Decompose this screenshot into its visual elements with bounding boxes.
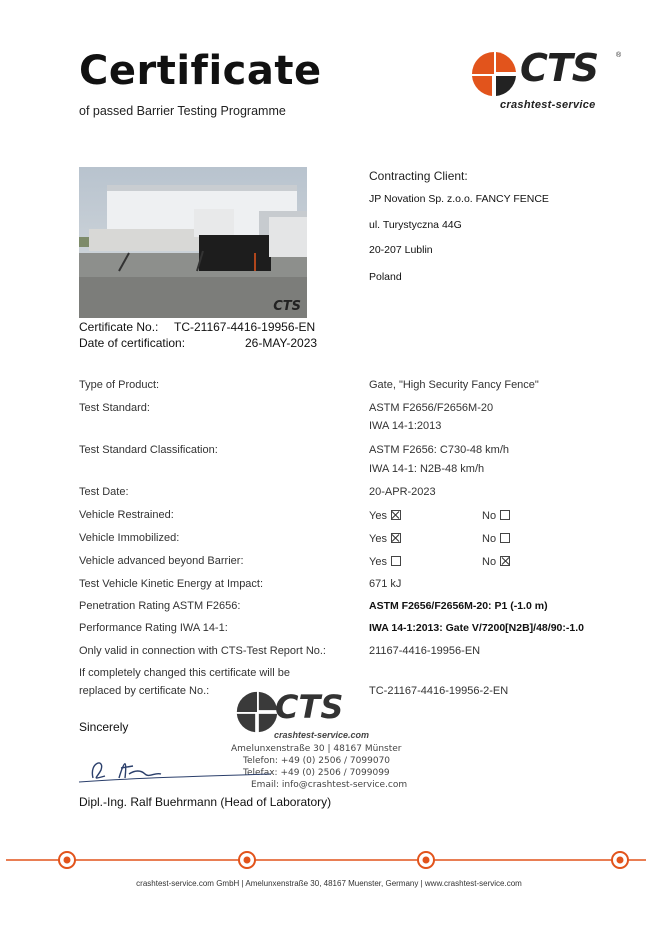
test-photo xyxy=(79,167,307,318)
stamp-logo-text: CTS xyxy=(275,688,344,726)
penetration-rating-value: ASTM F2656/F2656M-20: P1 (-1.0 m) xyxy=(369,600,548,612)
stamp-website: crashtest-service.com xyxy=(274,730,370,740)
classification-label: Test Standard Classification: xyxy=(79,444,218,456)
stamp-phone: Telefon: +49 (0) 2506 / 7099070 xyxy=(243,756,391,766)
certificate-number-label: Certificate No.: xyxy=(79,320,159,334)
immobilized-yes xyxy=(369,532,401,545)
test-report-label: Only valid in connection with CTS-Test Report No.: xyxy=(79,645,326,657)
stamp-email: Email: info@crashtest-service.com xyxy=(251,780,408,790)
test-standard-value-2: IWA 14-1:2013 xyxy=(369,420,442,432)
test-standard-value-1: ASTM F2656/F2656M-20 xyxy=(369,402,494,414)
penetration-rating-label: Penetration Rating ASTM F2656: xyxy=(79,600,241,612)
sincerely-text: Sincerely xyxy=(79,720,129,734)
certification-date-value: 26-MAY-2023 xyxy=(245,336,318,350)
replacement-value: TC-21167-4416-19956-2-EN xyxy=(369,685,509,697)
signer-name: Dipl.-Ing. Ralf Buehrmann (Head of Laboratory) xyxy=(79,795,332,809)
footer-company-info: crashtest-service.com GmbH | Amelunxenstraße 30, 48167 Muenster, Germany | www.crashtest-service.com xyxy=(136,879,522,888)
photo-watermark: CTS xyxy=(273,299,301,314)
checkbox-immobilized-no xyxy=(500,533,510,543)
vehicle-restrained-label: Vehicle Restrained: xyxy=(79,509,174,521)
certification-date-label: Date of certification: xyxy=(79,336,186,350)
cts-logo xyxy=(470,48,630,114)
kinetic-energy-value: 671 kJ xyxy=(369,578,402,590)
product-type-value: Gate, "High Security Fancy Fence" xyxy=(369,379,539,391)
handwritten-signature xyxy=(75,752,275,792)
performance-rating-value: IWA 14-1:2013: Gate V/7200[N2B]/48/90:-1.0 xyxy=(369,622,584,634)
replacement-label-2: replaced by certificate No.: xyxy=(79,685,210,697)
test-report-value: 21167-4416-19956-EN xyxy=(369,645,481,657)
immobilized-no xyxy=(482,532,510,545)
stamp-address: Amelunxenstraße 30 | 48167 Münster xyxy=(231,744,402,754)
stamp-fax: Telefax: +49 (0) 2506 / 7099099 xyxy=(243,768,390,778)
cts-logo-text: CTS xyxy=(520,46,599,90)
performance-rating-label: Performance Rating IWA 14-1: xyxy=(79,622,228,634)
test-standard-label: Test Standard: xyxy=(79,402,150,414)
checkbox-advanced-yes xyxy=(391,556,401,566)
test-date-label: Test Date: xyxy=(79,486,129,498)
checkbox-immobilized-yes xyxy=(391,533,401,543)
no-text: No xyxy=(482,556,497,568)
certificate-number-value: TC-21167-4416-19956-EN xyxy=(174,320,316,334)
client-name: JP Novation Sp. z.o.o. FANCY FENCE xyxy=(369,193,549,205)
no-text: No xyxy=(482,533,497,545)
no-text: No xyxy=(482,510,497,522)
advanced-no xyxy=(482,555,510,568)
product-type-label: Type of Product: xyxy=(79,379,160,391)
client-heading: Contracting Client: xyxy=(369,169,468,183)
certificate-subtitle: of passed Barrier Testing Programme xyxy=(79,104,286,118)
footer-orange-line xyxy=(0,848,658,872)
kinetic-energy-label: Test Vehicle Kinetic Energy at Impact: xyxy=(79,578,264,590)
advanced-yes xyxy=(369,555,401,568)
cts-logo-icon xyxy=(470,50,518,98)
vehicle-immobilized-label: Vehicle Immobilized: xyxy=(79,532,180,544)
registered-mark: ® xyxy=(616,52,622,59)
yes-text: Yes xyxy=(369,510,387,522)
stamp-logo-icon xyxy=(235,690,279,734)
restrained-yes xyxy=(369,509,401,522)
test-site-image xyxy=(79,167,307,318)
classification-value-1: ASTM F2656: C730-48 km/h xyxy=(369,444,510,456)
checkbox-restrained-no xyxy=(500,510,510,520)
yes-text: Yes xyxy=(369,556,387,568)
test-date-value: 20-APR-2023 xyxy=(369,486,436,498)
yes-text: Yes xyxy=(369,533,387,545)
restrained-no xyxy=(482,509,510,522)
checkbox-advanced-no xyxy=(500,556,510,566)
client-city: 20-207 Lublin xyxy=(369,244,433,256)
checkbox-restrained-yes xyxy=(391,510,401,520)
client-country: Poland xyxy=(369,271,402,283)
certificate-title: Certificate xyxy=(79,48,322,94)
replacement-label-1: If completely changed this certificate will be xyxy=(79,667,290,679)
client-street: ul. Turystyczna 44G xyxy=(369,219,462,231)
vehicle-advanced-label: Vehicle advanced beyond Barrier: xyxy=(79,555,244,567)
classification-value-2: IWA 14-1: N2B-48 km/h xyxy=(369,463,485,475)
cts-logo-subtitle: crashtest-service xyxy=(500,99,596,111)
